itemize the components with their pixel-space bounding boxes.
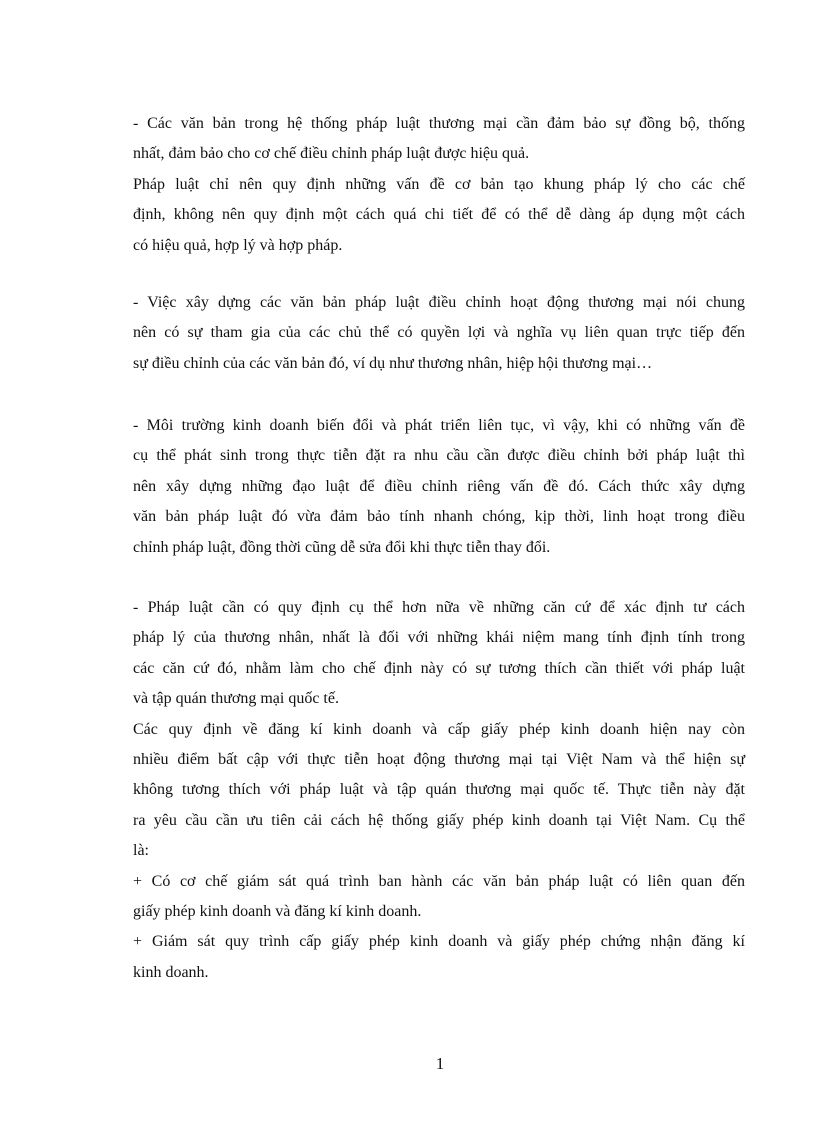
text-line: kinh doanh. [133,963,209,981]
paragraph [133,170,745,261]
text-line: sự điều chỉnh của các văn bản đó, ví dụ như thương nhân, hiệp hội thương mại… [133,354,653,372]
paragraph [133,927,745,988]
text-line: ra yêu cầu cần ưu tiên cải cách hệ thống giấy phép kinh doanh tại Việt Nam. Cụ thể [133,811,745,829]
paragraph [133,411,745,563]
text-line: văn bản pháp luật đó vừa đảm bảo tính nhanh chóng, kịp thời, linh hoạt trong điều [133,508,745,526]
text-line: giấy phép kinh doanh và đăng kí kinh doanh. [133,902,422,920]
text-line: nhiều điểm bất cập với thực tiễn hoạt động thương mại tại Việt Nam và thể hiện sự [133,750,745,768]
text-line: - Việc xây dựng các văn bản pháp luật điều chỉnh hoạt động thương mại nói chung [133,294,745,311]
text-line: nhất, đảm bảo cho cơ chế điều chỉnh pháp luật được hiệu quả. [133,145,530,163]
text-line: - Pháp luật cần có quy định cụ thể hơn nữa về những căn cứ để xác định tư cách [133,599,745,616]
text-line: + Giám sát quy trình cấp giấy phép kinh doanh và giấy phép chứng nhận đăng kí [133,933,745,951]
text-block-3 [133,411,745,563]
text-line: có hiệu quả, hợp lý và hợp pháp. [133,236,343,254]
text-line: - Các văn bản trong hệ thống pháp luật thương mại cần đảm bảo sự đồng bộ, thống [133,115,745,132]
text-line: cụ thể phát sinh trong thực tiễn đặt ra nhu cầu cần được điều chỉnh bởi pháp luật thì [133,447,745,465]
text-line: định, không nên quy định một cách quá chi tiết để có thể dễ dàng áp dụng một cách [133,206,745,224]
text-block-2 [133,288,745,379]
paragraph [133,715,745,867]
paragraph [133,593,745,715]
text-line: pháp lý của thương nhân, nhất là đối với những khái niệm mang tính định tính trong [133,629,745,647]
paragraph [133,288,745,379]
text-line: - Môi trường kinh doanh biến đổi và phát triển liên tục, vì vậy, khi có những vấn đề [133,417,745,434]
text-line: nên xây dựng những đạo luật để điều chỉnh riêng vấn đề đó. Cách thức xây dựng [133,477,745,495]
text-line: nên có sự tham gia của các chủ thể có quyền lợi và nghĩa vụ liên quan trực tiếp đến [133,324,745,342]
text-line: + Có cơ chế giám sát quá trình ban hành các văn bản pháp luật có liên quan đến [133,872,745,890]
text-line: chỉnh pháp luật, đồng thời cũng dễ sửa đổi khi thực tiễn thay đổi. [133,538,551,556]
text-line: không tương thích với pháp luật và tập quán thương mại quốc tế. Thực tiễn này đặt [133,781,745,799]
paragraph [133,867,745,928]
text-line: Các quy định về đăng kí kinh doanh và cấp giấy phép kinh doanh hiện nay còn [133,720,745,738]
paragraph [133,109,745,170]
text-block-4 [133,593,745,988]
text-line: Pháp luật chỉ nên quy định những vấn đề cơ bản tạo khung pháp lý cho các chế [133,175,745,193]
text-line: và tập quán thương mại quốc tế. [133,690,339,708]
text-line: là: [133,842,149,860]
page-number: 1 [435,1054,445,1073]
text-block-1 [133,109,745,261]
text-line: các căn cứ đó, nhằm làm cho chế định này có sự tương thích cần thiết với pháp luật [133,659,745,677]
